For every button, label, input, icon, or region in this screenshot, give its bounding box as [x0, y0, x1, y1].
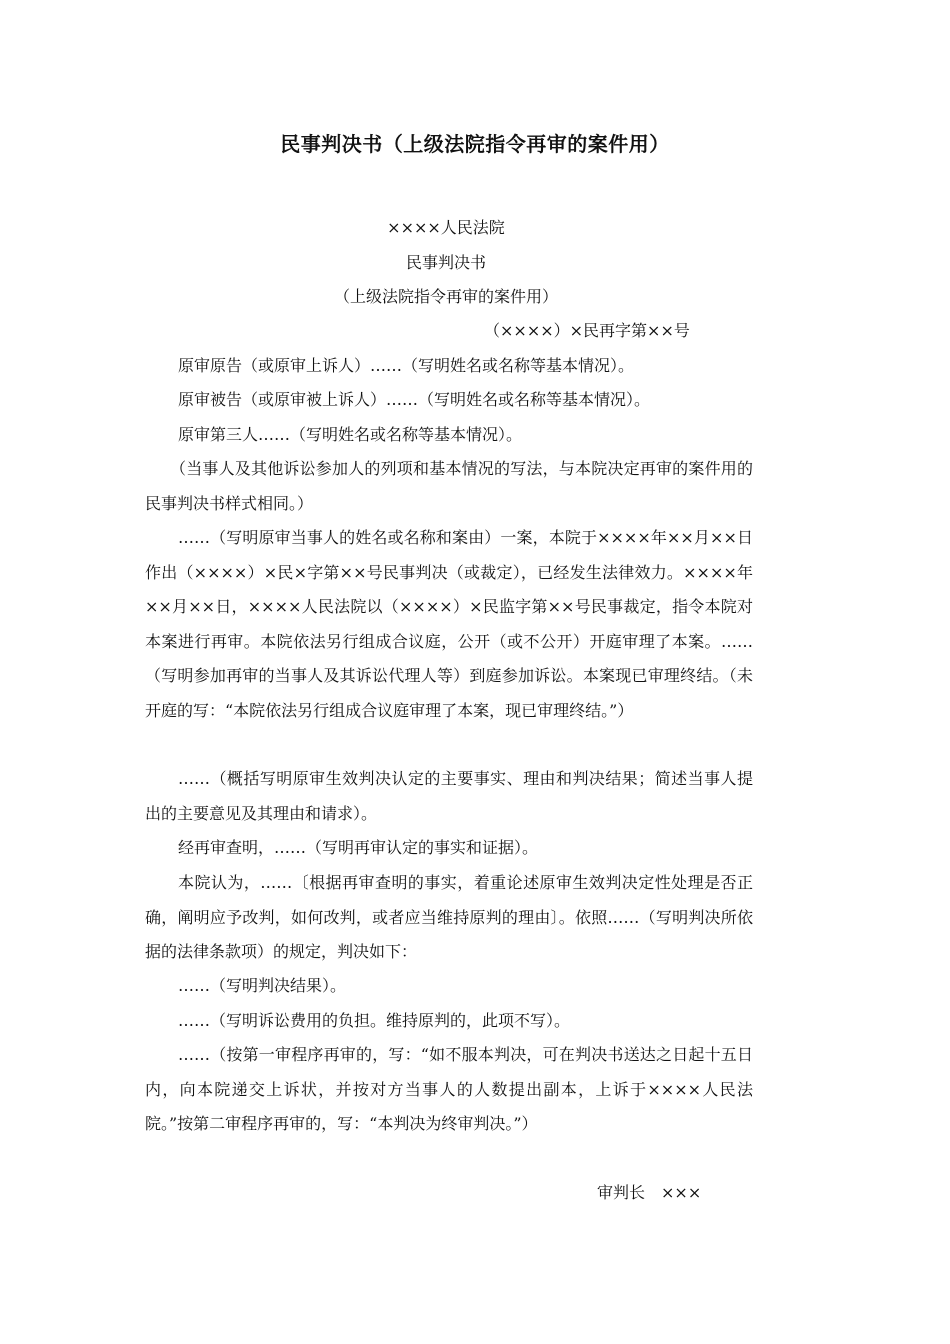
paragraph-appeal-notice: ……（按第一审程序再审的，写：“如不服本判决，可在判决书送达之日起十五日内，向本院递交上诉状，并按对方当事人的人数提出副本，上诉于××××人民法院。”按第二审程序再审的，写：“本判决为终审判决。”） [145, 1045, 753, 1133]
party-plaintiff: 原审原告（或原审上诉人）……（写明姓名或名称等基本情况）。 [178, 356, 635, 375]
document-subtitle: （上级法院指令再审的案件用） [333, 287, 558, 306]
party-defendant: 原审被告（或原审被上诉人）……（写明姓名或名称等基本情况）。 [178, 390, 651, 409]
paragraph-original-summary: ……（概括写明原审生效判决认定的主要事实、理由和判决结果；简述当事人提出的主要意见及其理由和请求）。 [145, 769, 753, 823]
paragraph-judgment-result: ……（写明判决结果）。 [178, 976, 347, 995]
paragraph-case-history: ……（写明原审当事人的姓名或名称和案由）一案，本院于××××年××月××日作出（××××）×民×字第××号民事判决（或裁定），已经发生法律效力。××××年××月××日，××××人民法院以（××××）×民监字第××号民事裁定，指令本院对本案进行再审。本院依法另行组成合议庭，公开（或不公开）开庭审理了本案。……（写明参加再审的当事人及其诉讼代理人等）到庭参加诉讼。本案现已审理终结。（未开庭的写：“本院依法另行组成合议庭审理了本案，现已审理终结。”） [145, 528, 753, 720]
paragraph-party-note: （当事人及其他诉讼参加人的列项和基本情况的写法，与本院决定再审的案件用的民事判决书样式相同。） [145, 459, 753, 513]
paragraph-litigation-costs: ……（写明诉讼费用的负担。维持原判的，此项不写）。 [178, 1011, 571, 1030]
document-title: 民事判决书（上级法院指令再审的案件用） [280, 132, 670, 156]
signature-presiding-judge: 审判长 ××× [597, 1183, 702, 1202]
court-name: ××××人民法院 [387, 218, 505, 237]
document-type: 民事判决书 [405, 253, 486, 272]
party-third: 原审第三人……（写明姓名或名称等基本情况）。 [178, 425, 523, 444]
case-number: （××××）×民再字第××号 [484, 321, 690, 340]
paragraph-retrial-findings: 经再审查明，……（写明再审认定的事实和证据）。 [178, 838, 539, 857]
paragraph-court-opinion: 本院认为，……〔根据再审查明的事实，着重论述原审生效判决定性处理是否正确，阐明应予改判，如何改判，或者应当维持原判的理由〕。依照……（写明判决所依据的法律条款项）的规定，判决如下： [145, 873, 753, 961]
